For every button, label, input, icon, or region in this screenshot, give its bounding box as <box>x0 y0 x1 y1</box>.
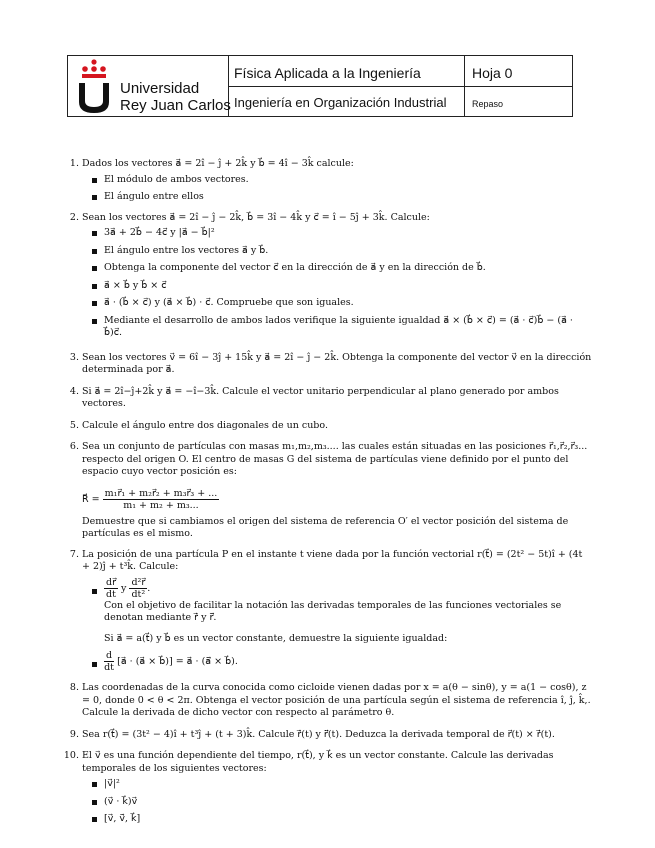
problem-text: Si a⃗ = 2î−ĵ+2k̂ y a⃗ = −î−3k̂. Calcule el vector unitario perpendicular al plano generado por ambos vectores. <box>82 385 559 409</box>
list-item: El ángulo entre los vectores a⃗ y b⃗. <box>82 245 593 258</box>
list-item: |v⃗|² <box>82 778 593 791</box>
problem-4: 4. Si a⃗ = 2î−ĵ+2k̂ y a⃗ = −î−3k̂. Calcule el vector unitario perpendicular al plano generado por ambos vectores. <box>69 385 559 409</box>
course-title: Física Aplicada a la Ingeniería <box>234 65 421 81</box>
fraction: $\frac{\text{m₁r⃗₁ + m₂r⃗₂ + m₃r⃗₃ + ...}}{\text{m₁ + m₂ + m₃...}}$ <box>104 487 218 511</box>
problem-text: Sea r(t⃗) = (3t² − 4)î + t³ĵ + (t + 3)k̂. Calcule ṙ⃗(t) y r̈⃗(t). Deduzca la derivada temporal de r⃗(t) × ṙ⃗(t). <box>82 728 555 740</box>
problem-6: 6. Sea un conjunto de partículas con masas m₁,m₂,m₃.... las cuales están situadas en las posiciones r⃗₁,r⃗₂,r⃗₃... respecto del origen O. El centro de masas G del sistema de partículas viene definido por el punto del espacio cuyo vector posición es: R⃗ = $\frac{\text{m₁r⃗₁ + m₂r⃗₂ + m₃r⃗₃ + ...}}{\text{m₁ + m₂ + m₃...}}$ Demuestre que si cambiamos el origen del sistema de referencia O′ el vector posición del sistema de partículas es el mismo. <box>63 441 593 541</box>
problem-text: Sean los vectores a⃗ = 2î − ĵ − 2k̂, b⃗ = 3î − 4k̂ y c⃗ = î − 5ĵ + 3k̂. Calcule: <box>82 211 430 223</box>
problem-1: 1. Dados los vectores a⃗ = 2î − ĵ + 2k̂ y b⃗ = 4î − 3k̂ calcule: El módulo de ambos vectores. El ángulo entre ellos <box>63 158 593 204</box>
list-item: a⃗ · (b⃗ × c⃗) y (a⃗ × b⃗) · c⃗. Compruebe que son iguales. <box>82 297 593 310</box>
problem-text: El v⃗ es una función dependiente del tiempo, r(t⃗), y k⃗ es un vector constante. Calcule las derivadas temporales de los siguientes vectores: <box>82 750 554 774</box>
header-box <box>67 55 573 117</box>
problem-text: Demuestre que si cambiamos el origen del sistema de referencia O′ el vector posición del sistema de partículas es el mismo. <box>82 515 569 539</box>
crown-icon <box>74 58 114 114</box>
university-logo <box>74 58 231 116</box>
problem-list <box>63 158 593 831</box>
fraction: $\frac{dr⃗}{dt}$ <box>106 576 116 600</box>
problem-text: La posición de una partícula P en el instante t viene dada por la función vectorial r(t⃗) = (2t² − 5t)î + (4t + 2)ĵ + t³k̂. Calcule: <box>82 548 583 572</box>
fraction: $\frac{d}{dt}$ <box>104 650 114 673</box>
center-of-mass-equation: R⃗ = $\frac{\text{m₁r⃗₁ + m₂r⃗₂ + m₃r⃗₃ + ...}}{\text{m₁ + m₂ + m₃...}}$ <box>82 487 218 511</box>
bullet-icon <box>92 662 97 667</box>
bullet-icon <box>92 589 97 594</box>
problem-10: 10. El v⃗ es una función dependiente del tiempo, r(t⃗), y k⃗ es un vector constante. Calcule las derivadas temporales de los siguientes vectores: |v⃗|² (v⃗ · k⃗)v⃗ [v⃗, v̇⃗, k⃗] <box>63 750 593 826</box>
degree-name: Ingeniería en Organización Industrial <box>234 95 447 110</box>
fraction: $\frac{\text{d²r⃗}}{\text{dt²}}$ <box>131 576 146 600</box>
list-item: (v⃗ · k⃗)v⃗ <box>82 796 593 809</box>
list-item: El módulo de ambos vectores. <box>82 174 593 187</box>
bullet-icon <box>92 301 97 306</box>
bullet-icon <box>92 249 97 254</box>
problem-text: Dados los vectores a⃗ = 2î − ĵ + 2k̂ y b⃗ = 4î − 3k̂ calcule: <box>82 158 354 169</box>
list-item: a⃗ × b⃗ y b⃗ × c⃗ <box>82 280 593 293</box>
header-divider <box>228 86 572 87</box>
bullet-icon <box>92 319 97 324</box>
bullet-icon <box>92 800 97 805</box>
problem-text: Calcule el ángulo entre dos diagonales de un cubo. <box>82 419 328 431</box>
logo-line-1: Universidad <box>120 80 200 97</box>
sheet-topic: Repaso <box>472 99 504 109</box>
bullet-icon <box>92 195 97 200</box>
problem-7: 7. La posición de una partícula P en el instante t viene dada por la función vectorial r(t⃗) = (2t² − 5t)î + (4t + 2)ĵ + t³k̂. Calcule: $\frac{dr⃗}{dt}$ y $\frac{\text{d²r⃗}}{\text{dt²}}$ . Con el objetivo de facilitar la notación las derivadas temporales de las funciones vectoriales se denotan mediante ṙ⃗ y r̈⃗. Si a⃗ = a(t⃗) y b⃗ es un vector constante, demuestre la siguiente igualdad: $\frac{d}{dt}$ [a⃗ · (a⃗ × b⃗)] = a⃗ · (ä⃗ × b⃗). <box>63 549 593 674</box>
problem-3: 3. Sean los vectores v⃗ = 6î − 3ĵ + 15k̂ y a⃗ = 2î − ĵ − 2k̂. Obtenga la componente del vector v⃗ en la dirección determinada por a⃗. <box>69 351 592 375</box>
problem-text: Sea un conjunto de partículas con masas m₁,m₂,m₃.... las cuales están situadas en las posiciones r⃗₁,r⃗₂,r⃗₃... respecto del origen O. El centro de masas G del sistema de partículas viene definido por el punto del espacio cuyo vector posición es: <box>82 441 588 477</box>
bullet-icon <box>92 178 97 183</box>
list-item: Mediante el desarrollo de ambos lados verifique la siguiente igualdad a⃗ × (b⃗ × c⃗) = (a⃗ · c⃗)b⃗ − (a⃗ · b⃗)c⃗. <box>82 315 593 340</box>
bullet-icon <box>92 231 97 236</box>
sheet-number: Hoja 0 <box>472 65 513 81</box>
list-item: 3a⃗ + 2b⃗ − 4c⃗ y |a⃗ − b⃗|² <box>82 227 593 240</box>
problem-text: Sean los vectores v⃗ = 6î − 3ĵ + 15k̂ y a⃗ = 2î − ĵ − 2k̂. Obtenga la componente del vector v⃗ en la dirección determinada por a⃗. <box>82 351 592 375</box>
bullet-icon <box>92 817 97 822</box>
logo-line-2: Rey Juan Carlos <box>120 97 231 114</box>
problem-5: 5. Calcule el ángulo entre dos diagonales de un cubo. <box>69 419 328 431</box>
list-item: [v⃗, v̇⃗, k⃗] <box>82 813 593 826</box>
list-item: $\frac{d}{dt}$ [a⃗ · (a⃗ × b⃗)] = a⃗ · (ä⃗ × b⃗). <box>82 650 593 673</box>
list-item: El ángulo entre ellos <box>82 191 593 204</box>
problem-8: 8. Las coordenadas de la curva conocida como cicloide vienen dadas por x = a(θ − sinθ), y = a(1 − cosθ), z = 0, donde 0 < θ < 2π. Obtenga el vector posición de una partícula según el sistema de referencia î, ĵ, k̂,. Calcule la derivada de dicho vector con respecto al parámetro θ. <box>69 682 591 718</box>
bullet-icon <box>92 266 97 271</box>
bullet-icon <box>92 782 97 787</box>
problem-2: 2. Sean los vectores a⃗ = 2î − ĵ − 2k̂, b⃗ = 3î − 4k̂ y c⃗ = î − 5ĵ + 3k̂. Calcule: 3a⃗ + 2b⃗ − 4c⃗ y |a⃗ − b⃗|² El ángulo entre los vectores a⃗ y b⃗. Obtenga la componente del vector c⃗ en la dirección de a⃗ y en la dirección de b⃗. a⃗ × b⃗ y b⃗ × c⃗ a⃗ · (b⃗ × c⃗) y (a⃗ × b⃗) · c⃗. Compruebe que son iguales. Mediante el desarrollo de ambos lados verifique la siguiente igualdad a⃗ × (b⃗ × c⃗) = (a⃗ · c⃗)b⃗ − (a⃗ · b⃗)c⃗. <box>63 212 593 340</box>
problem-text: Las coordenadas de la curva conocida como cicloide vienen dadas por x = a(θ − sinθ), y = a(1 − cosθ), z = 0, donde 0 < θ < 2π. Obtenga el vector posición de una partícula según el sistema de referencia î, ĵ, k̂,. Calcule la derivada de dicho vector con respecto al parámetro θ. <box>82 682 591 718</box>
bullet-icon <box>92 284 97 289</box>
list-item: Obtenga la componente del vector c⃗ en la dirección de a⃗ y en la dirección de b⃗. <box>82 262 593 275</box>
list-item: $\frac{dr⃗}{dt}$ y $\frac{\text{d²r⃗}}{\text{dt²}}$ . Con el objetivo de facilitar la notación las derivadas temporales de las funciones vectoriales se denotan mediante ṙ⃗ y r̈⃗. Si a⃗ = a(t⃗) y b⃗ es un vector constante, demuestre la siguiente igualdad: <box>82 577 593 646</box>
problem-9: 9. Sea r(t⃗) = (3t² − 4)î + t³ĵ + (t + 3)k̂. Calcule ṙ⃗(t) y r̈⃗(t). Deduzca la derivada temporal de r⃗(t) × ṙ⃗(t). <box>69 728 555 740</box>
